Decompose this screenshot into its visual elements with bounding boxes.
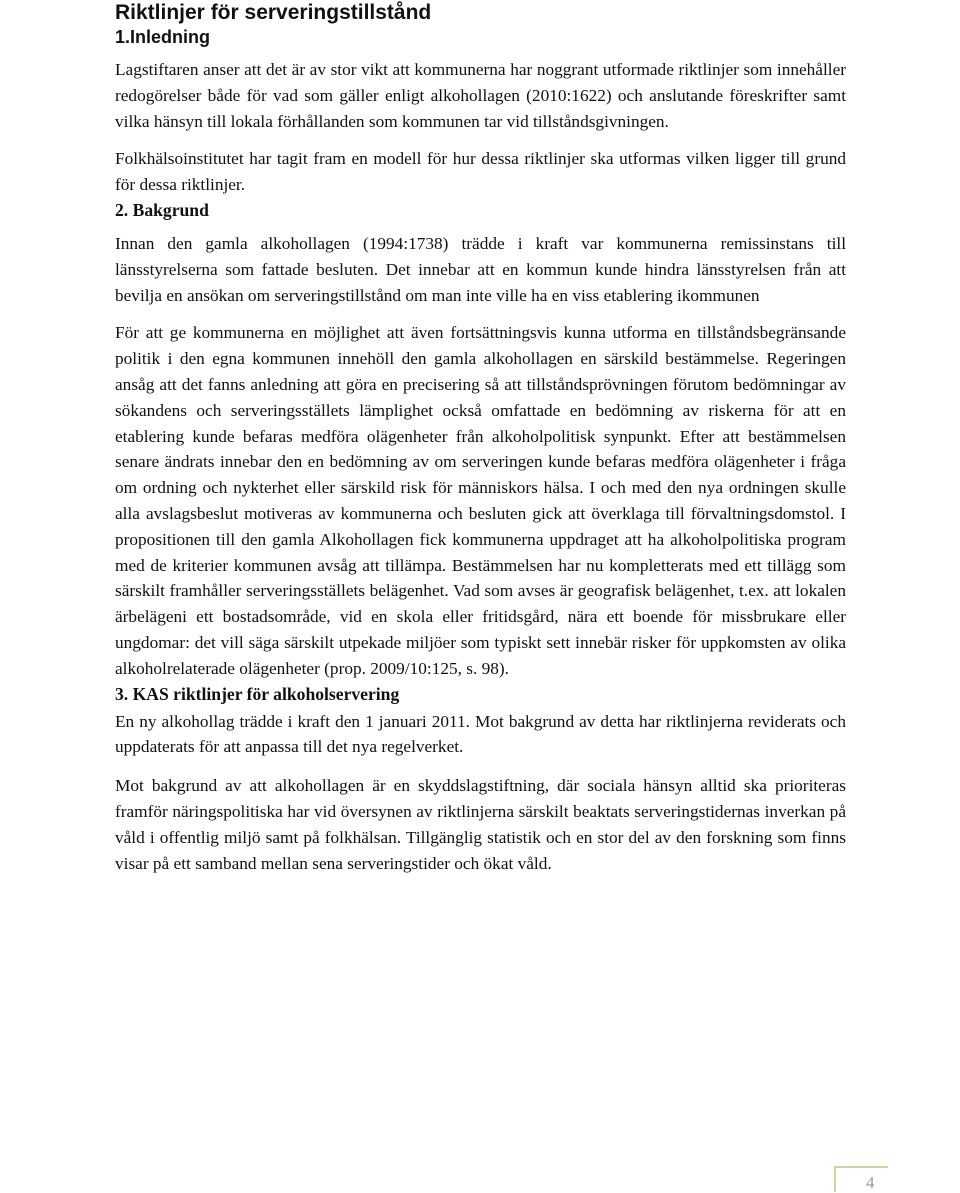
section-heading-kas-riktlinjer: 3. KAS riktlinjer för alkoholservering [115, 683, 400, 704]
document-page [115, 0, 846, 876]
paragraph: Innan den gamla alkohollagen (1994:1738) trädde i kraft var kommunerna remissinstans till länsstyrelserna som fattade besluten. Det innebar att en kommun kunde hindra länsstyrelsen från att bevilja en ansökan om serveringstillstånd om man inte ville ha en viss etablering ikommunen [115, 233, 846, 305]
page-number-frame [834, 1166, 888, 1192]
page-number: 4 [866, 1173, 875, 1192]
paragraph: För att ge kommunerna en möjlighet att även fortsättningsvis kunna utforma en tillståndsbegränsande politik i den egna kommunen innehöll den gamla alkohollagen en särskild bestämmelse. Regeringen ansåg att det fanns anledning att göra en precisering så att tillståndsprövningen förutom bedömningar av sökandens och serveringsställets lämplighet också omfattade en bedömning av riskerna för att en etablering kunde befaras medföra olägenheter från alkoholpolitisk synpunkt. Efter att bestämmelsen senare ändrats innebar den en bedömning av om serveringen kunde befaras medföra olägenheter i fråga om ordning och nykterhet eller särskild risk för människors hälsa. I och med den nya ordningen skulle alla avslagsbeslut motiveras av kommunerna och besluten gick att överklaga till förvaltningsdomstol. I propositionen till den gamla Alkohollagen fick kommunerna uppdraget att ha alkoholpolitiska program med de kriterier kommunen avsåg att tillämpa. Bestämmelsen har nu kompletterats med ett tillägg som särskilt framhåller serveringsställets belägenhet. Vad som avses är geografisk belägenhet, t.ex. att lokalen ärbelägeni ett bostadsområde, vid en skola eller fritidsgård, nära ett boende för missbrukare eller ungdomar: det vill säga särskilt utpekade miljöer som typiskt sett innebär risker för uppkomsten av olika alkoholrelaterade olägenheter (prop. 2009/10:125, s. 98). [115, 323, 846, 678]
document-title: Riktlinjer för serveringstillstånd [115, 1, 432, 24]
paragraph: Mot bakgrund av att alkohollagen är en skyddslagstiftning, där sociala hänsyn alltid ska prioriteras framför näringspolitiska har vid översynen av riktlinjerna särskilt beaktats serveringstidernas inverkan på våld i offentlig miljö samt på folkhälsan. Tillgänglig statistik och en stor del av den forskning som finns visar på ett samband mellan sena serveringstider och ökat våld. [115, 776, 846, 873]
paragraph: En ny alkohollag trädde i kraft den 1 januari 2011. Mot bakgrund av detta har riktlinjerna reviderats och uppdaterats för att anpassa till det nya regelverket. [115, 711, 846, 757]
section-heading-bakgrund: 2. Bakgrund [115, 199, 209, 220]
section-heading-inledning: 1.Inledning [115, 27, 211, 47]
paragraph: Lagstiftaren anser att det är av stor vikt att kommunerna har noggrant utformade riktlinjer som innehåller redogörelser både för vad som gäller enligt alkohollagen (2010:1622) och anslutande föreskrifter samt vilka hänsyn till lokala förhållanden som kommunen tar vid tillståndsgivningen. [115, 60, 846, 131]
paragraph: Folkhälsoinstitutet har tagit fram en modell för hur dessa riktlinjer ska utformas vilken ligger till grund för dessa riktlinjer. [115, 149, 846, 195]
